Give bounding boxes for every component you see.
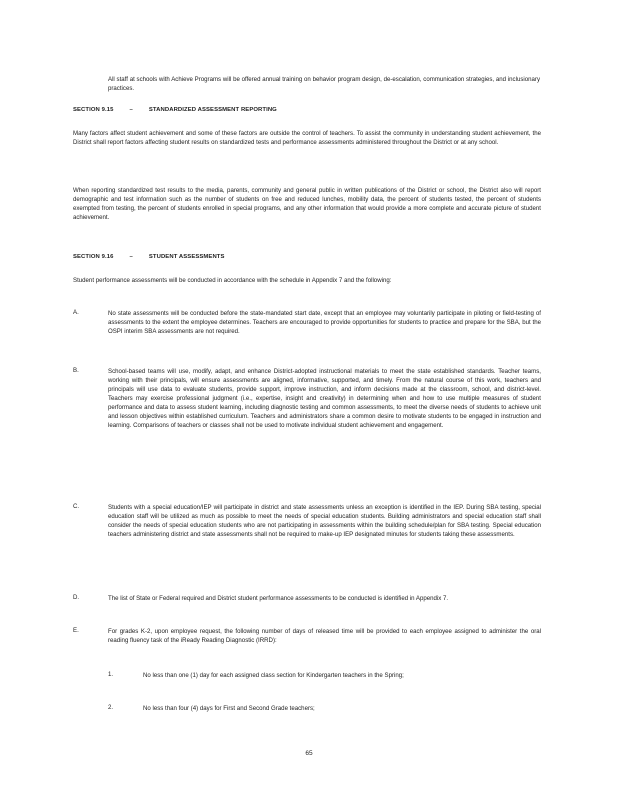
list-item-d <box>73 594 541 603</box>
section-title: STANDARDIZED ASSESSMENT REPORTING <box>148 107 277 113</box>
section-9-15-paragraph-1: Many factors affect student achievement and some of these factors are outside the control of teachers. To assist the community in understanding student achievement, the District shall report factors affecting student results on standardized tests and performance assessments administered throughout the District or at any school. <box>73 130 541 146</box>
item-text: For grades K-2, upon employee request, the following number of days of released time will be provided to each employee assigned to administer the oral reading fluency task of the iReady Reading Diagnostic (IRRD): <box>108 628 541 644</box>
sub-item-1 <box>108 671 541 680</box>
list-item-c <box>73 503 541 539</box>
item-text: No state assessments will be conducted before the state-mandated start date, except that an employee may voluntarily participate in piloting or field-testing of assessments to the extent the employee determines. Teachers are encouraged to provide opportunities for students to practice and prepare for the SBA, but the OSPI interim SBA assessments are not required. <box>108 310 541 335</box>
sub-item-2 <box>108 704 541 713</box>
section-9-16-heading <box>73 254 241 260</box>
item-text: The list of State or Federal required and District student performance assessments to be conducted is identified in Appendix 7. <box>108 595 449 602</box>
item-label: A. <box>73 309 79 316</box>
sub-item-label: 2. <box>108 704 114 711</box>
item-label: E. <box>73 627 79 634</box>
page-number: 65 <box>305 750 313 757</box>
list-item-b <box>73 367 541 430</box>
sub-item-text: No less than four (4) days for First and Second Grade teachers; <box>143 705 315 712</box>
section-number: SECTION 9.15 <box>73 107 114 113</box>
item-text: Students with a special education/IEP will participate in district and state assessments unless an exception is identified in the IEP. During SBA testing, special education staff will be utilized as much as possible to meet the needs of special education students. Building administrators and special education staff shall consider the needs of special education students who are not participating in assessments within the building schedule/plan for SBA testing. Special education teachers administering district and state assessments shall not be required to make-up IEP designated minutes for students taking these assessments. <box>108 504 541 538</box>
list-item-e <box>73 627 541 645</box>
section-dash: – <box>129 107 133 113</box>
section-9-16-intro: Student performance assessments will be conducted in accordance with the schedule in Appendix 7 and the following: <box>73 277 392 284</box>
section-number: SECTION 9.16 <box>73 254 114 260</box>
item-label: C. <box>73 503 80 510</box>
sub-item-text: No less than one (1) day for each assigned class section for Kindergarten teachers in the Spring; <box>143 672 404 679</box>
intro-bullet-text: All staff at schools with Achieve Programs will be offered annual training on behavior program design, de-escalation, communication strategies, and inclusionary practices. <box>108 76 540 92</box>
section-9-15-paragraph-2: When reporting standardized test results to the media, parents, community and general public in written publications of the District or school, the District also will report demographic and test information such as the number of students on free and reduced lunches, mobility data, the percent of students tested, the percent of students exempted from testing, the percent of students enrolled in special programs, and any other information that would provide a more complete and accurate picture of student achievement. <box>73 187 541 221</box>
item-text: School-based teams will use, modify, adapt, and enhance District-adopted instructional materials to meet the state established standards. Teacher teams, working with their principals, will ensure assessments are aligned, informative, supported, and timely. From the natural course of this work, teachers and principals will use data to evaluate students, provide support, improve instruction, and inform decisions made at the classroom, school, and district-level. Teachers may exercise professional judgment (i.e., expertise, insight and creativity) in determining when and how to use multiple measures of student performance and data to assess student learning, including diagnostic testing and common assessments, to meet the diverse needs of students to achieve unit and lesson objectives within established curriculum. Teachers and administrators share a common desire to motivate students to be engaged in instruction and learning. Comparisons of teachers or classes shall not be used to motivate individual student achievement and engagement. <box>108 368 541 429</box>
sub-item-label: 1. <box>108 671 114 678</box>
item-label: B. <box>73 367 79 374</box>
item-label: D. <box>73 594 80 601</box>
section-9-15-heading <box>73 107 293 113</box>
section-dash: – <box>129 254 133 260</box>
list-item-a <box>73 309 541 336</box>
section-title: STUDENT ASSESSMENTS <box>148 254 225 260</box>
